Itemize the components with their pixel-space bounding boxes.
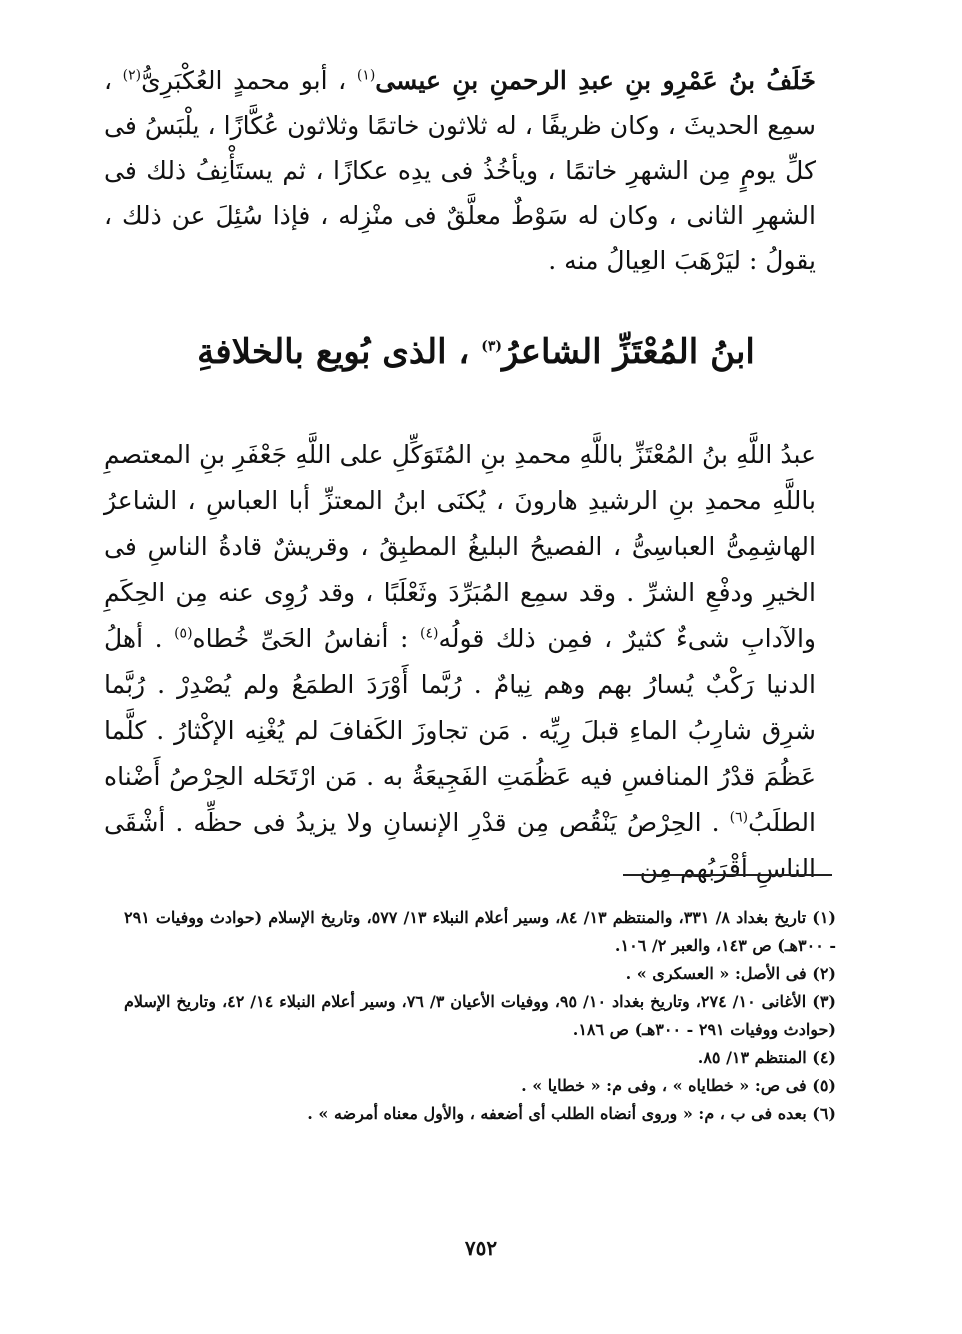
heading-subtitle: ، الذى بُويع بالخلافةِ: [197, 332, 470, 372]
footnote-item: (١) تاريخ بغداد ٨/ ٣٣١، والمنتظم ١٣/ ٨٤، وسير أعلام النبلاء ١٣/ ٥٧٧، وتاريخ الإسلام (حوادث ووفيات ٢٩١ - ٣٠٠هـ) ص ١٤٣، والعبر ٢/ ١٠٦.: [124, 908, 836, 955]
entry-text-part-4: . الحِرْصُ يَنْقُص مِن قدْرِ الإنسانِ ولا يزيدُ فى حظِّه . أشْقَى الناسِ أقْرَبُهم مِن: [104, 808, 816, 883]
section-heading: [120, 322, 832, 382]
footnote-ref-4: (٤): [419, 625, 439, 642]
entry-khalaf-kunya: ، أبو محمدٍ العُكْبَرِىُّ: [141, 66, 347, 95]
entry-text-part-3: . أهلُ الدنيا رَكْبٌ يُسارُ بهم وهم نِيامٌ . رُبَّما أَوْرَدَ الطمَعُ ولم يُصْدِرْ . رُبَّما شرِق شارِبُ الماءِ قبلَ رِيِّه . مَن تجاوزَ الكَفافَ لم يُغْنِه الإكْثارُ . كلَّما عَظُمَ قدْرُ المنافسِ فيه عَظُمَتِ الفَجِيعَةُ به . مَن ارْتَحَله الحِرْصُ أَضْناه الطلَبُ: [104, 624, 816, 837]
footnote-item: (٢) فى الأصل: « العسكرى » .: [625, 964, 836, 983]
footnote-item: (٣) الأغانى ١٠/ ٢٧٤، وتاريخ بغداد ١٠/ ٩٥، ووفيات الأعيان ٣/ ٧٦، وسير أعلام النبلاء ١٤/ ٤٢، وتاريخ الإسلام (حوادث ووفيات ٢٩١ - ٣٠٠هـ) ص ١٨٦.: [124, 992, 836, 1039]
entry-text-part-2: : أنفاسُ الحَىِّ خُطاه: [192, 624, 409, 653]
entry-khalaf-paragraph: [104, 58, 816, 283]
entry-khalaf-name: خَلَفُ بنُ عَمْرِو بنِ عبدِ الرحمنِ بنِ عيسى: [375, 66, 816, 95]
footnote-item: (٥) فى ص: « خطاياه » ، وفى م: « خطايا » .: [521, 1076, 836, 1095]
footnotes-list: [124, 904, 836, 1128]
footnote-ref-2: (٢): [122, 67, 142, 84]
entry-ibn-almutazz-paragraph: [104, 432, 816, 892]
footnote-divider: [623, 874, 832, 876]
entry-text-part-1: عبدُ اللَّهِ بنُ المُعْتَزِّ باللَّهِ محمدِ بنِ المُتَوَكِّلِ على اللَّهِ جَعْفَرِ بنِ المعتصمِ باللَّهِ محمدِ بنِ الرشيدِ هارونَ ، يُكنَى ابنُ المعتزِّ أبا العباسِ ، الشاعرُ الهاشِمِىُّ العباسِىُّ ، الفصيحُ البليغُ المطبِقُ ، وقريشٌ قادةُ الناسِ فى الخيرِ ودفْعِ الشرِّ . وقد سمِع المُبَرِّدَ وثَعْلَبًا ، وقد رُوِى عنه مِن الحِكَمِ والآدابِ شىءٌ كثيرٌ ، فمِن ذلك قولُه: [104, 440, 816, 653]
footnote-item: (٤) المنتظم ١٣/ ٨٥.: [697, 1048, 836, 1067]
footnote-ref-3: (٣): [481, 338, 502, 355]
page-number: ٧٥٢: [464, 1236, 498, 1260]
footnote-ref-5: (٥): [174, 625, 193, 642]
heading-name: ابنُ المُعْتَزِّ الشاعرُ: [501, 332, 755, 372]
entry-khalaf-text: ، سمِع الحديثَ ، وكان ظريفًا ، له ثلاثون خاتمًا وثلاثون عُكَّازًا ، يلْبَسُ فى كلِّ يومٍ مِن الشهرِ خاتمًا ، ويأخُذُ فى يدِه عكازًا ، ثم يستَأْنِفُ ذلك فى الشهرِ الثانى ، وكان له سَوْطٌ معلَّقٌ فى منْزِله ، فإذا سُئِلَ عن ذلك ، يقولُ : ليَرْهَبَ العِيالُ منه .: [104, 66, 816, 275]
footnote-ref-6: (٦): [729, 809, 749, 826]
footnote-item: (٦) بعده فى ب ، م: « وروى أنضاه الطلب أى أضعفه ، والأول معناه أمرضه » .: [307, 1104, 836, 1123]
footnote-ref-1: (١): [356, 67, 376, 84]
